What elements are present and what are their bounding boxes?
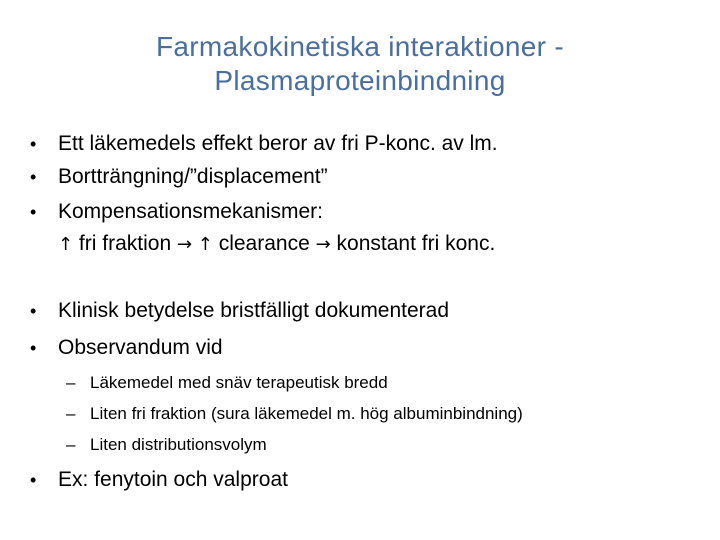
- title-line-2: Plasmaproteinbindning: [214, 65, 506, 96]
- bullet-marker: •: [30, 470, 37, 490]
- sub-item: [66, 434, 267, 456]
- bullet-text: Ex: fenytoin och valproat: [58, 468, 288, 491]
- title-line-1: Farmakokinetiska interaktioner -: [156, 31, 564, 62]
- bullet-item: [30, 298, 449, 324]
- bullet-marker: •: [30, 202, 37, 222]
- sub-text: Liten distributionsvolym: [90, 435, 267, 454]
- bullet-item: [30, 199, 323, 225]
- slide-title: [40, 30, 680, 98]
- sub-text: Liten fri fraktion (sura läkemedel m. hög albuminbindning): [90, 404, 523, 423]
- mechanism-text-3: konstant fri konc.: [330, 232, 496, 255]
- mechanism-text-1: fri fraktion: [73, 232, 177, 255]
- mechanism-text-2: clearance: [212, 232, 316, 255]
- arrow-right-icon: →: [176, 234, 193, 255]
- bullet-marker: •: [30, 301, 37, 321]
- sub-item: [66, 372, 388, 394]
- sub-item: [66, 403, 523, 425]
- bullet-text: Observandum vid: [58, 336, 223, 359]
- arrow-up-icon: ↑: [192, 234, 213, 255]
- bullet-item: [30, 467, 288, 493]
- bullet-text: Bortträngning/”displacement”: [58, 165, 328, 188]
- mechanism-line: [58, 231, 495, 258]
- arrow-up-icon: ↑: [58, 234, 74, 255]
- bullet-text: Ett läkemedels effekt beror av fri P-konc. av lm.: [58, 132, 498, 155]
- sub-marker: –: [66, 435, 76, 454]
- sub-marker: –: [66, 404, 76, 423]
- bullet-text: Klinisk betydelse bristfälligt dokumenterad: [58, 299, 450, 322]
- bullet-marker: •: [30, 338, 37, 358]
- bullet-item: [30, 335, 223, 361]
- sub-marker: –: [66, 373, 76, 392]
- bullet-text: Kompensationsmekanismer:: [58, 200, 323, 223]
- bullet-marker: •: [30, 134, 37, 154]
- bullet-marker: •: [30, 167, 37, 187]
- sub-text: Läkemedel med snäv terapeutisk bredd: [90, 373, 388, 392]
- bullet-item: [30, 131, 498, 157]
- arrow-right-icon: →: [315, 234, 331, 255]
- bullet-item: [30, 164, 328, 190]
